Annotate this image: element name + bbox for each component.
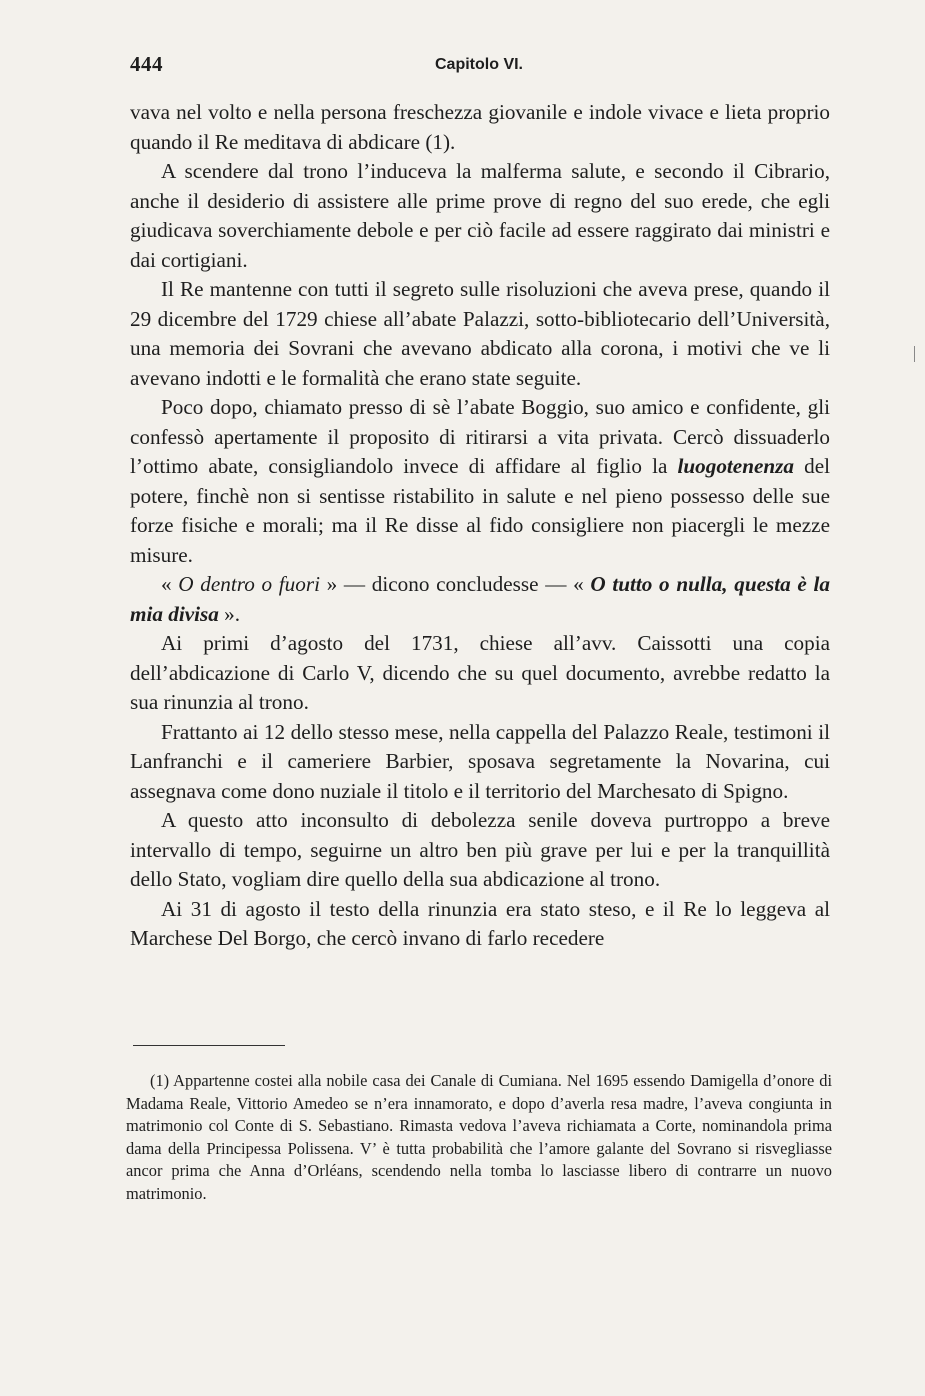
page-number: 444 <box>130 52 163 76</box>
emphasis-luogotenenza: luogotenenza <box>677 454 795 478</box>
footnote-1: (1) Appartenne costei alla nobile casa dei Canale di Cumiana. Nel 1695 essendo Damigella d’onore di Madama Reale, Vittorio Amedeo se n’era innamorato, e dopo d’averla resa madre, l’aveva congiunta in matrimonio col Conte di S. Sebastiano. Rimasta vedova l’aveva richiamata a Corte, nominandola prima dama della Principessa Polissena. V’ è tutta probabilità che l’amore galante del Sovrano si risvegliasse ancor prima che Anna d’Orléans, scendendo nella tomba lo lasciasse libero di contrarre un nuovo matrimonio. <box>126 1071 832 1203</box>
quote-dentro-fuori: O dentro o fuori <box>178 572 320 596</box>
paragraph-9: Ai 31 di agosto il testo della rinunzia era stato steso, e il Re lo leggeva al Marchese Del Borgo, che cercò invano di farlo recedere <box>130 896 830 950</box>
paragraph-3: Il Re mantenne con tutti il segreto sulle risoluzioni che aveva prese, quando il 29 dicembre del 1729 chiese all’abate Palazzi, sotto-bibliotecario dell’Università, una memoria dei Sovrani che avevano abdicato alla corona, i motivi che ve li avevano indotti e le formalità che erano state seguite. <box>130 277 830 390</box>
paragraph-6: Ai primi d’agosto del 1731, chiese all’avv. Caissotti una copia dell’abdicazione di Carlo V, dicendo che su quel documento, avrebbe redatto la sua rinunzia al trono. <box>130 631 830 714</box>
paragraph-7: Frattanto ai 12 dello stesso mese, nella cappella del Palazzo Reale, testimoni il Lanfranchi e il cameriere Barbier, sposava segretamente la Novarina, cui assegnava come dono nuziale il titolo e il territorio del Marchesato di Spigno. <box>130 719 830 803</box>
paragraph-4-text-b: del potere, finchè non si sentisse ristabilito in salute e nel pieno possesso delle sue forze fisiche e morali; ma il Re disse al fido consigliere non piacergli le mezze misure. <box>130 454 830 567</box>
quote-close: ». <box>218 601 241 626</box>
footnotes <box>126 1070 832 1205</box>
footnote-divider <box>133 1045 285 1046</box>
page-header <box>130 52 830 82</box>
quote-mid: » — dicono concludesse — « <box>319 572 591 596</box>
paragraph-1: vava nel volto e nella persona freschezza giovanile e indole vivace e lieta proprio quando il Re meditava di abdicare (1). <box>130 100 830 154</box>
running-head: Capitolo VI. <box>435 56 523 73</box>
paragraph-4-text-a: Poco dopo, chiamato presso di sè l’abate Boggio, suo amico e confidente, gli confessò apertamente il proposito di ritirarsi a vita privata. Cercò dissuaderlo l’ottimo abate, consigliandolo invece di affidare al figlio la <box>130 395 830 478</box>
quote-tutto-nulla: O tutto o nulla, questa è la mia divisa <box>130 572 830 626</box>
margin-mark <box>914 346 915 362</box>
paragraph-2: A scendere dal trono l’induceva la malferma salute, e secondo il Cibrario, anche il desiderio di assistere alle prime prove di regno del suo erede, che egli giudicava soverchiamente debole e per ciò facile ad essere raggirato dai ministri e dai cortigiani. <box>130 159 830 272</box>
paragraph-8: A questo atto inconsulto di debolezza senile doveva purtroppo a breve intervallo di tempo, seguirne un altro ben più grave per lui e per la tranquillità dello Stato, vogliam dire quello della sua abdicazione al trono. <box>130 808 830 891</box>
paragraph-5-quote <box>130 570 830 629</box>
quote-open: « <box>161 572 179 596</box>
paragraph-4 <box>130 393 830 570</box>
main-text <box>130 98 830 954</box>
